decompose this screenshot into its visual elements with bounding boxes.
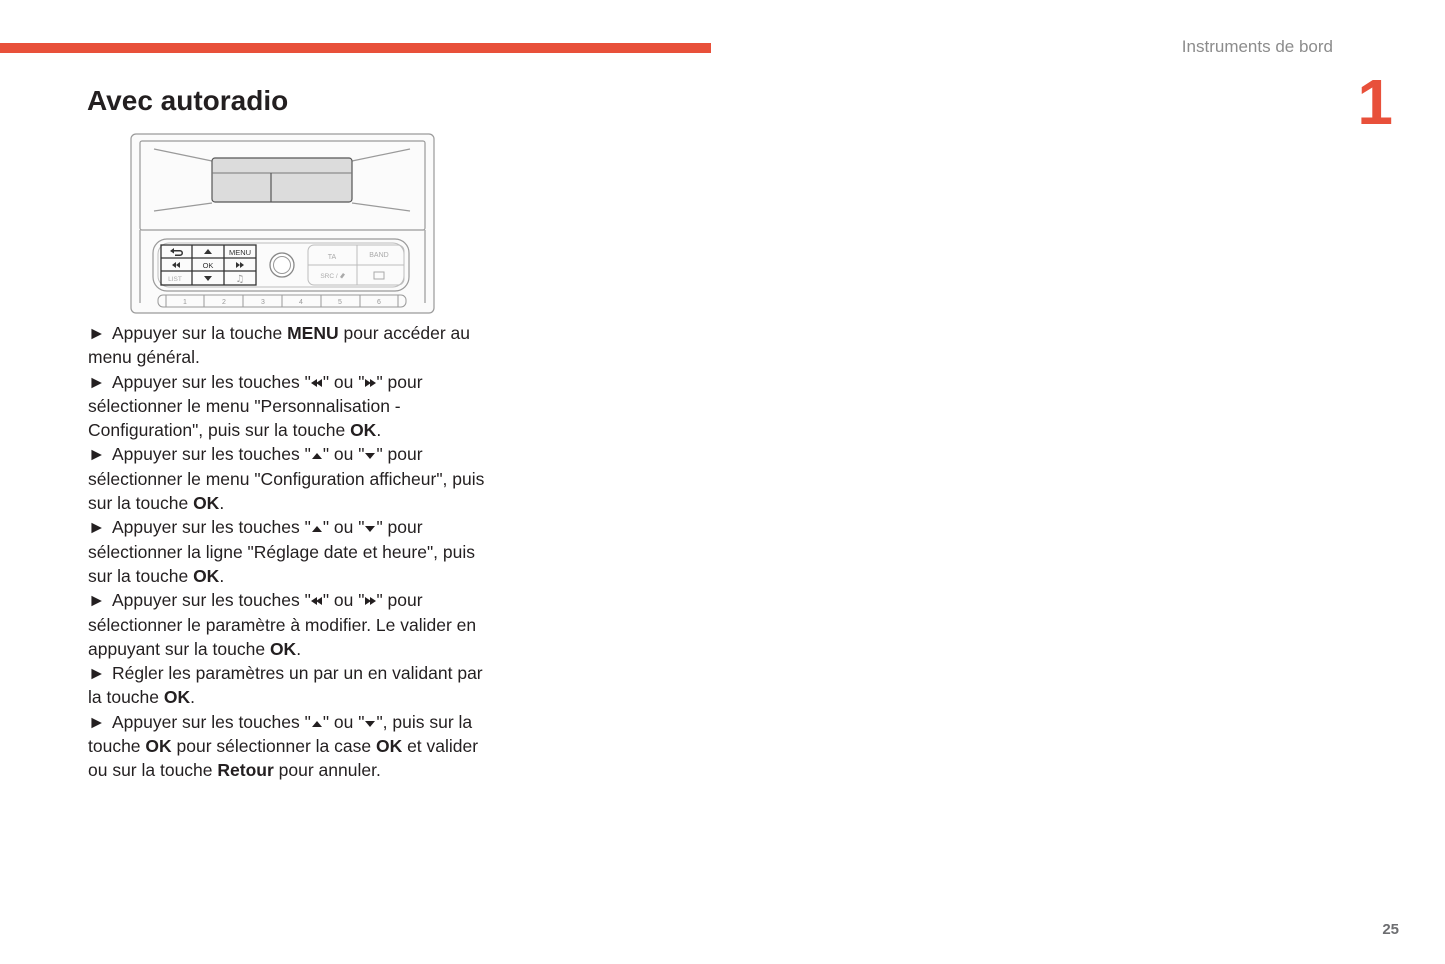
up-arrow-icon bbox=[311, 720, 323, 728]
bullet-arrow-icon: ► bbox=[88, 711, 106, 732]
preset-button[interactable]: 6 bbox=[377, 299, 381, 306]
music-note-icon[interactable]: ♫ bbox=[235, 274, 245, 285]
preset-button[interactable]: 3 bbox=[261, 299, 265, 306]
instructions-list bbox=[88, 321, 488, 783]
band-button[interactable]: BAND bbox=[369, 252, 389, 259]
section-title: Avec autoradio bbox=[87, 85, 289, 116]
instruction-step: ► Appuyer sur les touches " " ou " " pour sélectionner la ligne "Réglage date et heure", puis sur la touche OK. bbox=[88, 517, 475, 586]
preset-button[interactable]: 2 bbox=[222, 299, 226, 306]
ok-button[interactable]: OK bbox=[202, 261, 214, 270]
instruction-step: ► Appuyer sur les touches " " ou " " pour sélectionner le paramètre à modifier. Le valider en appuyant sur la touche OK. bbox=[88, 590, 477, 659]
preset-button[interactable]: 4 bbox=[299, 299, 303, 306]
bullet-arrow-icon: ► bbox=[88, 517, 106, 538]
down-arrow-icon bbox=[364, 525, 376, 533]
fast-forward-icon bbox=[364, 596, 376, 606]
header-accent-bar bbox=[0, 43, 711, 53]
fast-forward-icon bbox=[364, 378, 376, 388]
bullet-arrow-icon: ► bbox=[88, 444, 106, 465]
instruction-step: ► Appuyer sur les touches " " ou " " pour sélectionner le menu "Configuration afficheur", puis sur la touche OK. bbox=[88, 444, 485, 514]
car-radio-illustration bbox=[130, 133, 435, 314]
instruction-step: ► Régler les paramètres un par un en validant par la touche OK. bbox=[88, 663, 483, 708]
src-button[interactable]: SRC / bbox=[320, 273, 338, 280]
up-arrow-icon bbox=[311, 452, 323, 460]
rewind-icon bbox=[311, 378, 323, 388]
bullet-arrow-icon: ► bbox=[88, 590, 106, 611]
page-number: 25 bbox=[1382, 921, 1399, 938]
chapter-title: Instruments de bord bbox=[1181, 37, 1333, 56]
bullet-arrow-icon: ► bbox=[88, 323, 106, 343]
instruction-step: ► Appuyer sur les touches " " ou " ", puis sur la touche OK pour sélectionner la case OK et valider ou sur la touche Retour pour annuler. bbox=[88, 711, 479, 781]
down-arrow-icon bbox=[364, 720, 376, 728]
list-button[interactable]: LIST bbox=[168, 276, 182, 283]
preset-button[interactable]: 1 bbox=[183, 299, 187, 306]
menu-button[interactable]: MENU bbox=[228, 248, 252, 257]
bullet-arrow-icon: ► bbox=[88, 663, 106, 684]
down-arrow-icon bbox=[364, 452, 376, 460]
bullet-arrow-icon: ► bbox=[88, 371, 106, 392]
instruction-step: ► Appuyer sur les touches " " ou " " pour sélectionner le menu "Personnalisation - Configuration", puis sur la touche OK. bbox=[88, 371, 423, 441]
up-arrow-icon bbox=[311, 525, 323, 533]
radio-screen bbox=[212, 158, 352, 202]
rewind-icon bbox=[311, 596, 323, 606]
chapter-number: 1 bbox=[1357, 66, 1393, 138]
preset-button[interactable]: 5 bbox=[338, 299, 342, 306]
instruction-step: ► Appuyer sur la touche MENU pour accéder au menu général. bbox=[88, 323, 470, 368]
ta-button[interactable]: TA bbox=[327, 254, 337, 261]
